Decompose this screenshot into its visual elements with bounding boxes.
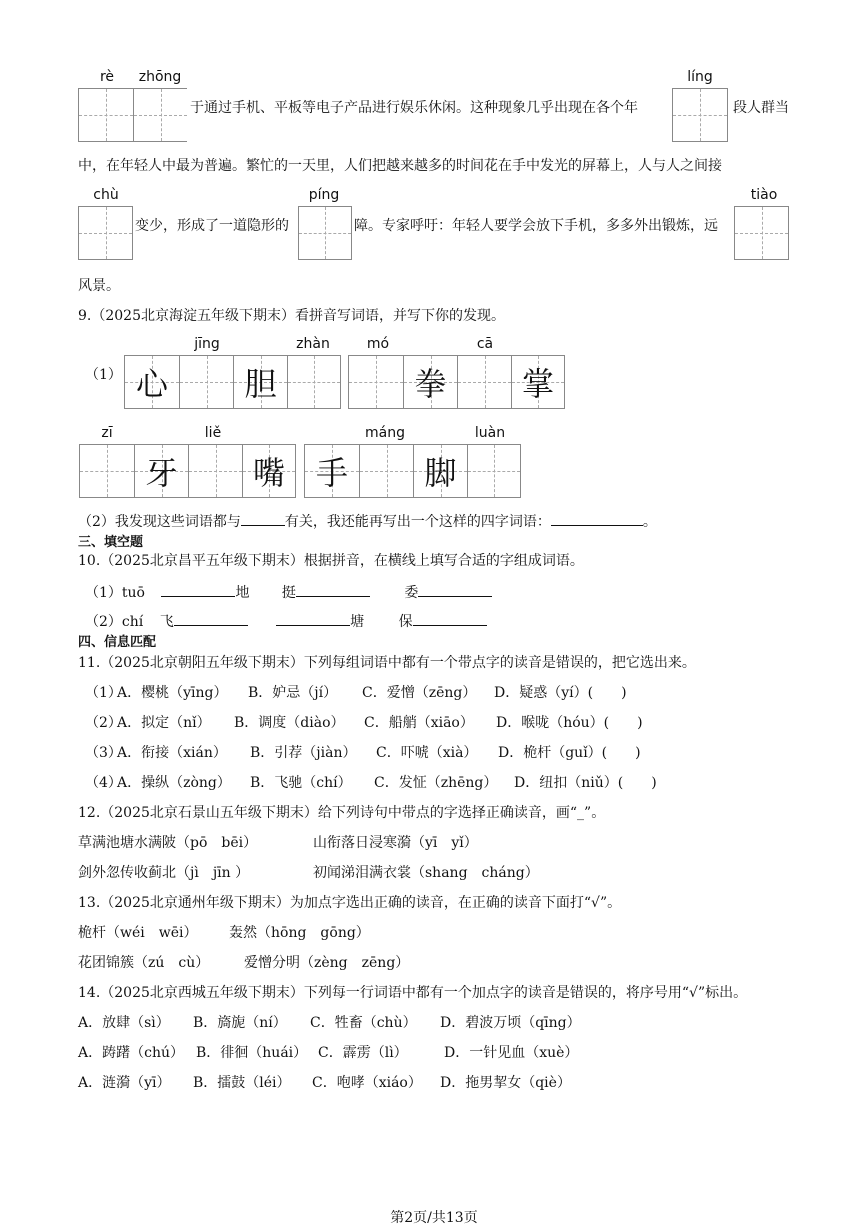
tianzige-cell[interactable] [672, 88, 728, 142]
q11-row-label: （2） [85, 715, 122, 731]
given-char: 脚 [424, 454, 457, 492]
tianzige-cell [305, 445, 359, 497]
pinyin-ca: cā [476, 336, 494, 352]
q14-option-b[interactable]: B．徘徊（huái） [196, 1045, 308, 1061]
pinyin-ling: líng [687, 69, 713, 85]
tianzige-cell[interactable] [179, 356, 233, 408]
section-title: 四、信息匹配 [78, 635, 157, 650]
q14-option-c[interactable]: C．牲畜（chù） [310, 1015, 417, 1031]
q11-option-c[interactable]: C．爱憎（zēng） [362, 685, 477, 701]
q9-part2-text-a: （2）我发现这些词语都与 [78, 514, 241, 530]
tianzige-cell[interactable] [457, 356, 511, 408]
q14-option-a[interactable]: A．涟漪（yī） [78, 1075, 171, 1091]
tianzige-cell[interactable] [79, 89, 133, 141]
q9-part2-text-b: 有关，我还能再写出一个这样的四字词语： [284, 514, 551, 530]
q11-option-c[interactable]: C．吓唬（xià） [376, 745, 478, 761]
tianzige-cell[interactable] [188, 445, 242, 497]
pinyin-zhong: zhōng [138, 69, 182, 85]
given-char: 掌 [521, 365, 554, 403]
q14-option-c[interactable]: C．霹雳（lì） [318, 1045, 408, 1061]
passage-line3-a: 变少，形成了一道隐形的 [135, 218, 289, 234]
q12-line[interactable]: 草满池塘水满陂（pō bēi） [78, 835, 258, 851]
q9-word-grid-2[interactable] [348, 355, 565, 409]
q10-r1-w3: 委 [404, 585, 419, 601]
q11-option-d[interactable]: D．喉咙（hóu）( ) [496, 715, 643, 731]
pinyin-chu: chù [93, 187, 119, 203]
q10-r1-w2: 挺 [281, 585, 296, 601]
q14-option-a[interactable]: A．踌躇（chú） [78, 1045, 184, 1061]
page-number: 第2页/共13页 [390, 1210, 478, 1226]
pinyin-zi: zī [101, 425, 113, 441]
q11-option-b[interactable]: B．引荐（jiàn） [250, 745, 357, 761]
given-char: 拳 [414, 365, 447, 403]
q14-option-c[interactable]: C．咆哮（xiáo） [312, 1075, 422, 1091]
q13-item[interactable]: 花团锦簇（zú cù） [78, 955, 210, 971]
q11-option-b[interactable]: B．调度（diào） [234, 715, 345, 731]
tianzige-cell [242, 445, 295, 497]
pinyin-zhan: zhàn [296, 336, 330, 352]
q14-option-d[interactable]: D．拖男挈女（qiè） [440, 1075, 571, 1091]
q9-word-grid-3[interactable] [79, 444, 296, 498]
tianzige-cell[interactable] [734, 206, 789, 260]
tianzige-cell[interactable] [80, 445, 134, 497]
q14-option-a[interactable]: A．放肆（sì） [78, 1015, 170, 1031]
q12-line[interactable]: 山衔落日浸寒漪（yī yǐ） [313, 835, 478, 851]
q13-item[interactable]: 爱憎分明（zèng zēng） [244, 955, 410, 971]
q9-part1-label: （1） [85, 367, 122, 383]
tianzige-cell[interactable] [133, 89, 187, 141]
q11-option-c[interactable]: C．发怔（zhēng） [374, 775, 498, 791]
section-title: 三、填空题 [78, 535, 144, 550]
q10-r1-label: （1）tuō [85, 585, 145, 601]
answer-blank[interactable] [276, 611, 350, 626]
given-char: 牙 [145, 454, 178, 492]
q10-r2-label: （2）chí [85, 614, 144, 630]
q11-row-label: （1） [85, 685, 122, 701]
tianzige-cell[interactable] [287, 356, 340, 408]
q11-option-d[interactable]: D．疑惑（yí）( ) [494, 685, 627, 701]
q11-option-d[interactable]: D．桅杆（guǐ）( ) [498, 745, 641, 761]
answer-blank[interactable] [161, 582, 235, 597]
passage-line4: 风景。 [78, 278, 120, 294]
answer-blank[interactable] [551, 511, 643, 526]
given-char: 嘴 [252, 454, 285, 492]
answer-blank[interactable] [418, 582, 492, 597]
given-char: 心 [135, 365, 168, 403]
pinyin-mang: máng [365, 425, 405, 441]
tianzige-cell[interactable] [467, 445, 520, 497]
q10-r2-w2: 塘 [350, 614, 365, 630]
q11-option-a[interactable]: A．拟定（nǐ） [117, 715, 211, 731]
q11-option-a[interactable]: A．樱桃（yīng） [117, 685, 228, 701]
q9-stem: 9.（2025北京海淀五年级下期末）看拼音写词语，并写下你的发现。 [78, 308, 505, 324]
tianzige-cell[interactable] [78, 206, 133, 260]
pinyin-luan: luàn [474, 425, 506, 441]
given-char: 胆 [244, 365, 277, 403]
q11-option-a[interactable]: A．操纵（zòng） [117, 775, 231, 791]
q10-row-2 [85, 611, 487, 631]
pinyin-re: rè [99, 69, 115, 85]
given-char: 手 [315, 454, 348, 492]
q10-stem: 10.（2025北京昌平五年级下期末）根据拼音，在横线上填写合适的字组成词语。 [78, 553, 584, 569]
passage-line1-tail: 段人群当 [733, 100, 789, 116]
q13-item[interactable]: 轰然（hōng gōng） [229, 925, 370, 941]
q9-word-grid-1[interactable] [124, 355, 341, 409]
q13-stem: 13.（2025北京通州年级下期末）为加点字选出正确的读音，在正确的读音下面打“√”。 [78, 895, 622, 911]
pinyin-lie: liě [204, 425, 222, 441]
pinyin-tiao: tiào [750, 187, 778, 203]
q11-row-label: （3） [85, 745, 122, 761]
q9-word-grid-4[interactable] [304, 444, 521, 498]
q14-option-b[interactable]: B．旖旎（ní） [193, 1015, 287, 1031]
answer-blank[interactable] [241, 511, 285, 526]
q14-stem: 14.（2025北京西城五年级下期末）下列每一行词语中都有一个加点字的读音是错误的，将序号用“√”标出。 [78, 985, 748, 1001]
pinyin-ping: píng [308, 187, 340, 203]
q14-option-b[interactable]: B．擂鼓（léi） [193, 1075, 291, 1091]
q11-option-a[interactable]: A．衔接（xián） [117, 745, 227, 761]
passage-line3-b: 障。专家呼吁：年轻人要学会放下手机，多多外出锻炼，远 [354, 218, 718, 234]
tianzige-cell [403, 356, 457, 408]
q11-option-d[interactable]: D．纽扣（niǔ）( ) [514, 775, 657, 791]
q12-line[interactable]: 初闻涕泪满衣裳（shang cháng） [313, 865, 539, 881]
q10-row-1 [85, 582, 492, 602]
q14-option-d[interactable]: D．一针见血（xuè） [444, 1045, 579, 1061]
tianzige-cell [511, 356, 564, 408]
q9-part2 [78, 511, 657, 531]
q12-line[interactable]: 剑外忽传收蓟北（jì jīn ） [78, 865, 250, 881]
q11-stem: 11.（2025北京朝阳五年级下期末）下列每组词语中都有一个带点字的读音是错误的，把它选出来。 [78, 655, 696, 671]
q11-option-c[interactable]: C．船艄（xiāo） [364, 715, 474, 731]
tianzige-cell[interactable] [359, 445, 413, 497]
q12-stem: 12.（2025北京石景山五年级下期末）给下列诗句中带点的字选择正确读音，画“_”。 [78, 805, 606, 821]
passage-line2: 中，在年轻人中最为普遍。繁忙的一天里，人们把越来越多的时间花在手中发光的屏幕上，人与人之间接 [78, 158, 722, 174]
tianzige-cell [134, 445, 188, 497]
q13-item[interactable]: 桅杆（wéi wēi） [78, 925, 198, 941]
q11-row-label: （4） [85, 775, 122, 791]
tianzige-pair[interactable] [78, 88, 187, 142]
tianzige-cell[interactable] [349, 356, 403, 408]
q11-option-b[interactable]: B．飞驰（chí） [250, 775, 352, 791]
passage-line1: 于通过手机、平板等电子产品进行娱乐休闲。这种现象几乎出现在各个年 [190, 100, 638, 116]
q9-part2-text-c: 。 [642, 514, 657, 530]
q10-r1-w1: 地 [235, 585, 250, 601]
tianzige-cell [125, 356, 179, 408]
pinyin-mo: mó [366, 336, 390, 352]
answer-blank[interactable] [174, 611, 248, 626]
q14-option-d[interactable]: D．碧波万顷（qīng） [440, 1015, 581, 1031]
q11-option-b[interactable]: B．妒忌（jí） [248, 685, 338, 701]
tianzige-cell[interactable] [298, 206, 352, 260]
tianzige-cell [413, 445, 467, 497]
tianzige-cell [233, 356, 287, 408]
q10-r2-w3: 保 [398, 614, 413, 630]
answer-blank[interactable] [296, 582, 370, 597]
answer-blank[interactable] [413, 611, 487, 626]
pinyin-jing: jīng [194, 336, 220, 352]
q10-r2-w1: 飞 [159, 614, 174, 630]
